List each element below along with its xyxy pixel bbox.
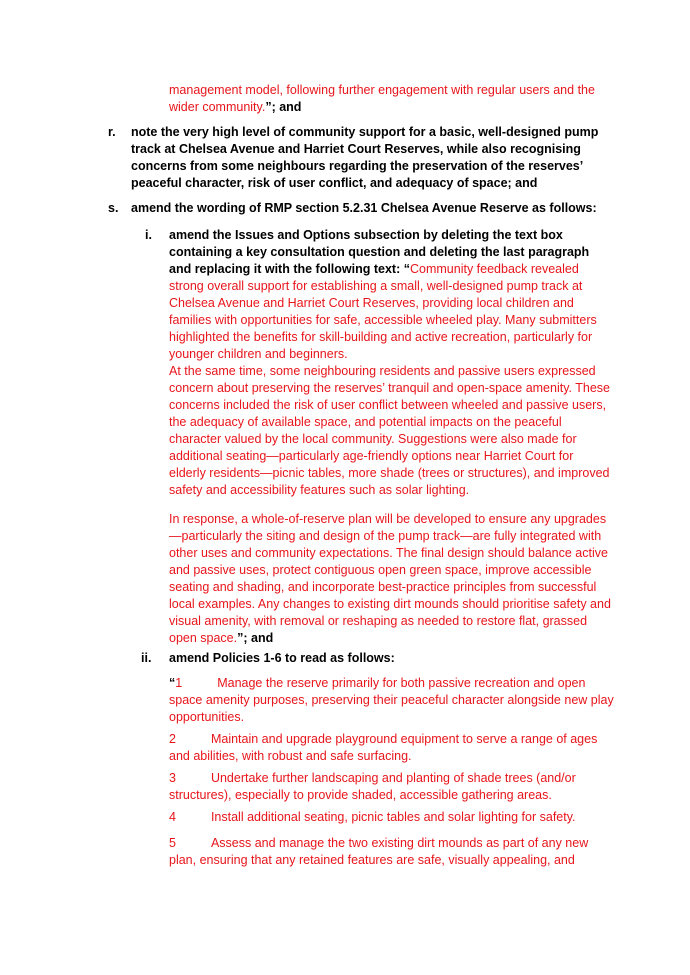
item-r-text: note the very high level of community support for a basic, well-designed pump track at Chelsea Avenue and Harriet Court Reserves, while also recognising concerns from some neighbours regarding the preservation of the reserves’ peaceful character, risk of user conflict, and adequacy of space; and: [131, 125, 599, 190]
policy-1-number: 1: [175, 676, 183, 690]
policy-4-text: Install additional seating, picnic tables and solar lighting for safety.: [210, 810, 576, 824]
policy-1-quote: “: [169, 676, 176, 690]
policy-2: [169, 731, 614, 765]
policy-5-text: Assess and manage the two existing dirt mounds as part of any new plan, ensuring that any retained features are safe, visually appealing, and: [169, 836, 589, 867]
replacement-paragraph-3-text: In response, a whole-of-reserve plan will be developed to ensure any upgrades—particularly the siting and design of the pump track—are fully integrated with other uses and community expectations. The final design should balance active and passive uses, protect contiguous open green space, improve accessible seating and shading, and incorporate best-practice principles from successful local examples. Any changes to existing dirt mounds should prioritise safety and visual amenity, with removal or reshaping as needed to restore flat, grassed open space.: [169, 512, 611, 645]
policy-3-text: Undertake further landscaping and planting of shade trees (and/or structures), especially to provide shaded, accessible gathering areas.: [169, 771, 576, 802]
sub-item-i-label: i.: [145, 228, 152, 242]
policy-3-number: 3: [169, 771, 176, 785]
continued-tail: ”; and: [265, 100, 302, 114]
sub-item-i-paragraph: [169, 227, 614, 363]
sub-item-i-instruction: amend the Issues and Options subsection by deleting the text box containing a key consultation question and deleting the last paragraph and replacing it with the following text: “: [169, 228, 590, 276]
replacement-paragraph-3-tail: ”; and: [237, 631, 274, 645]
policy-5-number: 5: [169, 836, 176, 850]
sub-item-i-red-text: Community feedback revealed strong overall support for establishing a small, well-designed pump track at Chelsea Avenue and Harriet Court Reserves, providing local children and families with opportunities for safe, accessible wheeled play. Many submitters highlighted the benefits for skill-building and active recreation, particularly for younger children and beginners.: [169, 262, 597, 361]
item-r-label: r.: [108, 125, 116, 139]
continued-red-text: management model, following further engagement with regular users and the wider community.: [169, 83, 595, 114]
continued-paragraph-q: [169, 82, 614, 116]
policy-1: [169, 675, 614, 726]
replacement-paragraph-2: At the same time, some neighbouring residents and passive users expressed concern about preserving the reserves’ tranquil and open-space amenity. These concerns included the risk of user conflict between wheeled and passive users, the adequacy of available space, and potential impacts on the peaceful character valued by the local community. Suggestions were also made for additional seating—particularly age-friendly options near Harriet Court for elderly residents—picnic tables, more shade (trees or structures), and improved safety and accessibility features such as solar lighting.: [169, 364, 610, 497]
sub-item-ii-label: ii.: [141, 651, 152, 665]
policy-5: [169, 835, 614, 869]
sub-item-ii-text: amend Policies 1-6 to read as follows:: [169, 651, 395, 665]
replacement-paragraph-3: [169, 511, 614, 647]
item-s-text: amend the wording of RMP section 5.2.31 Chelsea Avenue Reserve as follows:: [131, 201, 597, 215]
policy-3: [169, 770, 614, 804]
policy-2-text: Maintain and upgrade playground equipment to serve a range of ages and abilities, with robust and safe surfacing.: [169, 732, 598, 763]
policy-2-number: 2: [169, 732, 176, 746]
policy-4: [169, 809, 614, 826]
policy-1-text: Manage the reserve primarily for both passive recreation and open space amenity purposes, preserving their peaceful character alongside new play opportunities.: [169, 676, 614, 724]
item-s-label: s.: [108, 201, 119, 215]
policy-4-number: 4: [169, 810, 176, 824]
